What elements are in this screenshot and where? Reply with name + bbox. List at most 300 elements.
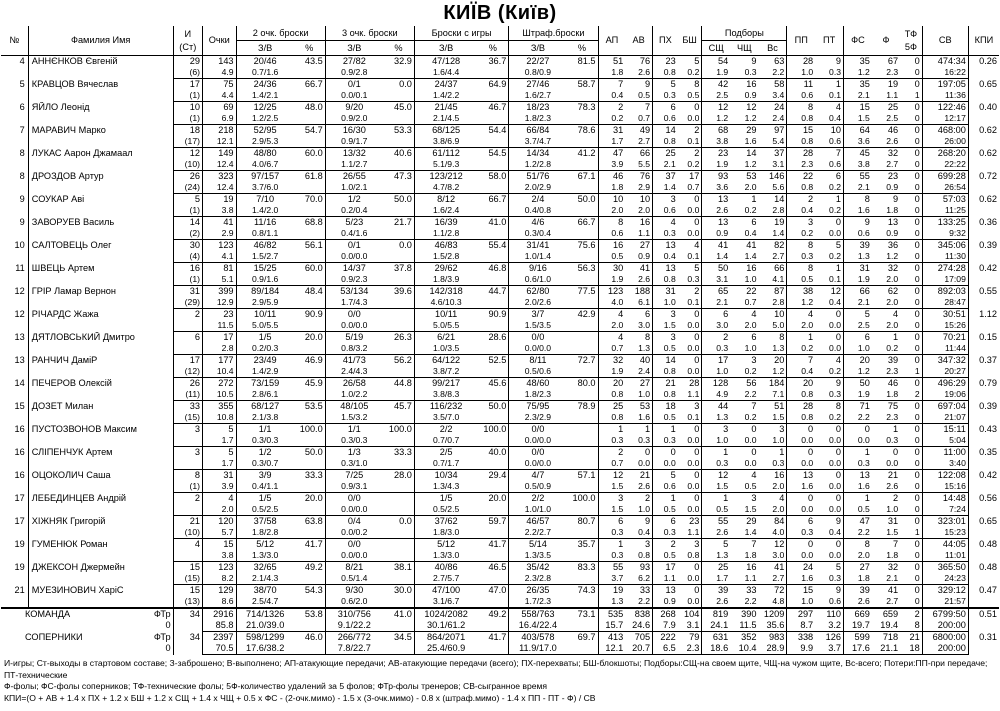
stat-ft_pct [567, 447, 598, 459]
stat-pts: 4 [202, 493, 236, 505]
team-stat-three: 266/772 [337, 632, 371, 642]
stat-bsh: 0 [678, 447, 702, 459]
stat-tf: 0 [900, 447, 922, 459]
stat-shch: 93 [717, 171, 729, 181]
stat-fg: 99/217 [432, 378, 461, 388]
stat-tf: 0 [900, 148, 922, 160]
stat-pts: 149 [202, 148, 236, 160]
stat-three-avg: 0.9/2.0 [325, 113, 383, 125]
stat-two-avg: 2.1/4.3 [236, 573, 294, 585]
stat-av-avg: 2.9 [625, 182, 652, 194]
stat-fg-avg: 4.7/8.2 [414, 182, 477, 194]
stat-pt-avg: 0.4 [815, 297, 843, 309]
stat-pt: 8 [815, 401, 843, 413]
stat-shch: 128 [712, 378, 729, 388]
stat-av-avg: 1.1 [625, 228, 652, 240]
stat-three-avg: 0.9/1.7 [325, 136, 383, 148]
stat-px-avg: 0.5 [653, 550, 678, 562]
stat-two_pct-blank [294, 113, 325, 125]
stat-ft: 3/7 [531, 309, 545, 319]
stat-shch: 17 [717, 355, 729, 365]
stat-tf: 0 [900, 263, 922, 275]
team-stat-ft: 403/578 [521, 632, 555, 642]
stat-two_pct-blank [294, 136, 325, 148]
player-kpi: 0.72 [979, 170, 997, 181]
stat-two: 97/157 [251, 171, 280, 181]
player-number: 4 [1, 56, 28, 79]
stat-px-avg: 0.3 [653, 90, 678, 102]
player-name: ШВЕЦЬ Артем [28, 263, 173, 286]
player-starts: (4) [173, 251, 202, 263]
player-row [1, 286, 999, 298]
stat-three-avg: 0.6/2.0 [325, 596, 383, 608]
stat-av-avg: 2.7 [625, 136, 652, 148]
stat-pts-avg: 12.4 [202, 159, 236, 171]
stat-pts: 129 [202, 585, 236, 597]
stat-vs: 66 [759, 263, 787, 275]
stat-sv: 30:51 [922, 309, 968, 321]
stat-two: 32/65 [253, 562, 277, 572]
stat-fg-avg: 0.7/1.7 [414, 458, 477, 470]
stat-three: 0/1 [347, 240, 361, 250]
stat-three_pct-blank [383, 343, 414, 355]
stat-px: 3 [670, 332, 676, 342]
stat-bsh: 8 [678, 79, 702, 91]
stat-tf-avg: 0 [900, 458, 922, 470]
stat-fg: 5/12 [437, 539, 456, 549]
stat-shch-avg: 3.1 [702, 274, 730, 286]
stat-chshch-avg: 0.9 [730, 90, 758, 102]
stat-three_pct: 40.6 [383, 148, 414, 160]
stat-bsh-avg: 0.8 [678, 550, 702, 562]
stat-ft: 18/23 [526, 102, 550, 112]
stat-shch: 42 [717, 79, 729, 89]
player-number: 17 [1, 516, 28, 539]
team-stat-fg: 864/2071 [426, 632, 466, 642]
team-stat-shch: 819 [702, 608, 730, 620]
stat-fs-avg: 0.5 [844, 504, 872, 516]
stat-ft-avg: 0.6/1.0 [509, 274, 567, 286]
stat-fs: 39 [859, 585, 870, 595]
stat-three_pct-blank [383, 389, 414, 401]
stat-f-avg: 1.8 [872, 550, 900, 562]
stat-sv: 70:21 [922, 332, 968, 344]
stat-ft: 14/34 [526, 148, 550, 158]
stat-bsh-avg: 0.1 [678, 251, 702, 263]
stat-px: 6 [670, 102, 676, 112]
team-stat-pp-avg: 8.7 [787, 620, 815, 632]
stat-chshch: 16 [746, 79, 757, 89]
stat-fg: 8/12 [437, 194, 456, 204]
stat-two_pct-blank [294, 159, 325, 171]
stat-pts-avg: 4.1 [202, 251, 236, 263]
stat-av-avg: 2.6 [625, 274, 652, 286]
stat-chshch: 33 [746, 585, 757, 595]
stat-f: 13 [887, 217, 899, 227]
team-stat-ft_pct: 69.7 [567, 632, 598, 644]
team-stat-shch-avg: 24.1 [702, 620, 730, 632]
stat-vs: 72 [759, 585, 787, 597]
stat-chshch-avg: 0.5 [730, 481, 758, 493]
stat-two_pct: 50.0 [294, 447, 325, 459]
stat-shch: 44 [717, 401, 729, 411]
stat-three_pct-blank [383, 504, 414, 516]
stat-two_pct-blank [294, 366, 325, 378]
stat-ft_pct: 78.6 [567, 125, 598, 137]
stat-pt: 0 [815, 424, 843, 436]
stat-ap-avg: 1.5 [598, 504, 625, 516]
stat-fg: 142/318 [429, 286, 463, 296]
stat-f-avg: 0.9 [872, 228, 900, 240]
team-stat-pt-avg: 3.7 [815, 643, 843, 655]
stat-ft: 8/11 [529, 355, 547, 365]
team-stat-pts: 2916 [202, 608, 236, 620]
stat-tf: 0 [900, 194, 922, 206]
stat-bsh: 3 [678, 539, 702, 551]
stat-fs: 31 [859, 263, 870, 273]
stat-vs-avg: 1.3 [759, 343, 787, 355]
player-kpi: 0.35 [979, 446, 997, 457]
team-ftr-value: 0 [165, 620, 171, 630]
stat-pp-avg: 0.4 [787, 366, 815, 378]
stat-shch-avg: 3.8 [702, 136, 730, 148]
team-ftr-value: 0 [165, 642, 171, 653]
stat-fg_pct: 100.0 [477, 424, 508, 436]
stat-two-avg: 3.7/6.0 [236, 182, 294, 194]
stat-sv-avg: 11:25 [922, 205, 968, 217]
stat-ap-avg: 0.2 [598, 113, 625, 125]
stat-pp-avg: 0.0 [787, 504, 815, 516]
stat-two: 68/127 [251, 401, 280, 411]
stat-ap-avg: 3.7 [598, 573, 625, 585]
stat-ap-avg: 0.3 [598, 527, 625, 539]
stat-ft: 27/46 [526, 79, 550, 89]
stat-px: 13 [665, 240, 676, 250]
stat-vs-avg: 2.2 [759, 67, 787, 79]
stat-sv: 274:28 [922, 263, 968, 275]
stat-pt: 9 [815, 585, 843, 597]
stat-three_pct-blank [383, 481, 414, 493]
stat-three-avg: 1.7/4.3 [325, 297, 383, 309]
player-kpi: 0.42 [979, 262, 997, 273]
stat-pts-avg: 2.0 [202, 504, 236, 516]
stat-ap: 55 [613, 562, 624, 572]
stat-fg_pct-blank [477, 90, 508, 102]
stat-two_pct: 41.7 [294, 539, 325, 551]
stat-pts-avg: 5.1 [202, 274, 236, 286]
stat-three: 0/0 [347, 539, 361, 549]
stat-three: 1/3 [347, 447, 361, 457]
stat-three_pct-blank [383, 67, 414, 79]
team-stat-three: 310/756 [325, 608, 383, 620]
col-header-sv: СВ [922, 26, 968, 56]
stat-fg_pct: 50.0 [477, 401, 508, 413]
legend-line: Ф-фолы; ФС-фолы соперников; ТФ-технические фолы; 5Ф-количество удалений за 5 фолов; ФТр-фолы тренеров; СВ-сыгранное время [4, 681, 548, 691]
stat-pt: 0 [815, 447, 843, 459]
stat-three_pct-blank [383, 113, 414, 125]
stat-px: 1 [670, 493, 676, 503]
stat-fs: 27 [859, 562, 870, 572]
stat-fg_pct-blank [477, 228, 508, 240]
col-sub-chshch: ЧЩ [730, 41, 758, 56]
stat-shch-avg: 2.1 [702, 297, 730, 309]
stat-ap-avg: 1.9 [598, 366, 625, 378]
stat-ft_pct [567, 424, 598, 436]
stat-pt: 4 [815, 102, 843, 114]
stat-bsh-avg: 0.0 [678, 458, 702, 470]
player-starts: (29) [173, 297, 202, 309]
stat-three_pct-blank [383, 182, 414, 194]
stat-bsh: 0 [678, 309, 702, 321]
stat-ap: 20 [613, 378, 624, 388]
team-stat-three_pct: 41.0 [383, 608, 414, 620]
stat-three-avg: 0.0/0.1 [325, 90, 383, 102]
stat-pts-avg: 4.9 [202, 67, 236, 79]
stat-tf: 0 [900, 378, 922, 390]
stat-two: 52/95 [253, 125, 277, 135]
player-name: ГРІР Ламар Вернон [28, 286, 173, 309]
stat-two_pct: 46.9 [294, 355, 325, 367]
stat-pt-avg: 0.0 [815, 550, 843, 562]
player-row [1, 539, 999, 551]
stat-shch: 41 [717, 240, 729, 250]
player-number: 21 [1, 585, 28, 609]
stat-fg: 64/122 [432, 355, 461, 365]
stat-px-avg: 1.5 [653, 320, 678, 332]
stat-two: 46/82 [253, 240, 277, 250]
stat-three: 7/25 [345, 470, 364, 480]
stat-fg_pct-blank [477, 412, 508, 424]
stat-tf: 0 [900, 424, 922, 436]
stat-pp: 0 [808, 539, 814, 549]
stat-ft_pct-blank [567, 389, 598, 401]
stat-tf-avg: 0 [900, 573, 922, 585]
stat-px-avg: 0.8 [653, 67, 678, 79]
stat-shch-avg: 1.2 [702, 113, 730, 125]
team-stat-ft-avg: 16.4/22.4 [509, 620, 567, 632]
stat-three_pct-blank [383, 297, 414, 309]
stat-three-avg: 1.0/2.1 [325, 182, 383, 194]
stat-fg_pct: 45.6 [477, 378, 508, 390]
player-number: 10 [1, 240, 28, 263]
team-name: КОМАНДА [25, 609, 71, 619]
stat-f: 32 [887, 562, 899, 572]
stat-av: 9 [625, 79, 652, 91]
stat-av: 66 [625, 148, 652, 160]
stat-tf-avg: 1 [900, 366, 922, 378]
stat-f: 31 [887, 516, 899, 526]
player-row [1, 424, 999, 436]
stat-fg-avg: 2.7/5.7 [414, 573, 477, 585]
stat-ap: 19 [613, 585, 624, 595]
stat-f: 39 [887, 355, 899, 365]
stat-ft: 22/27 [526, 56, 550, 66]
stat-pp: 7 [808, 355, 814, 365]
player-games: 33 [173, 401, 202, 413]
stat-bsh: 3 [678, 401, 702, 413]
stat-fs: 0 [864, 424, 870, 434]
stat-two-avg: 2.5/4.7 [236, 596, 294, 608]
stat-pp: 0 [808, 493, 814, 503]
stat-sv: 345:06 [922, 240, 968, 252]
stat-three_pct: 38.1 [383, 562, 414, 574]
player-starts: (10) [173, 159, 202, 171]
stat-ft_pct-blank [567, 481, 598, 493]
stat-f-avg: 1.0 [872, 504, 900, 516]
stat-sv: 699:28 [922, 171, 968, 183]
stat-bsh: 2 [678, 286, 702, 298]
player-name: ДЯТЛОВСЬКИЙ Дмитро [28, 332, 173, 355]
stat-three_pct: 33.3 [383, 447, 414, 459]
stat-pts-avg: 6.9 [202, 113, 236, 125]
stat-av: 49 [625, 125, 652, 137]
stat-fg: 21/45 [434, 102, 458, 112]
stat-vs: 16 [759, 470, 787, 482]
col-header-pt: ПТ [815, 26, 843, 56]
stat-shch-avg: 1.9 [702, 67, 730, 79]
stat-bsh-avg: 0.0 [678, 481, 702, 493]
player-kpi: 0.43 [979, 423, 997, 434]
stat-pts: 23 [202, 309, 236, 321]
stat-pp: 20 [802, 378, 814, 388]
stat-bsh: 0 [678, 493, 702, 505]
stat-fs-avg: 2.2 [844, 527, 872, 539]
stat-av-avg: 1.6 [625, 412, 652, 424]
stat-fg_pct: 64.9 [477, 79, 508, 91]
stat-ft-avg: 2.2/2.7 [509, 527, 567, 539]
stat-fs: 35 [859, 56, 870, 66]
stat-sv-avg: 20:27 [922, 366, 968, 378]
stat-three_pct: 21.7 [383, 217, 414, 229]
stat-pp: 8 [808, 263, 814, 273]
stat-vs: 19 [759, 217, 787, 229]
stat-pts: 323 [202, 171, 236, 183]
stat-f: 9 [893, 194, 899, 204]
stat-tf: 0 [900, 516, 922, 528]
stat-three_pct-blank [383, 136, 414, 148]
stat-sv: 122:08 [922, 470, 968, 482]
stat-px: 6 [670, 516, 676, 526]
stat-fs: 39 [859, 240, 870, 250]
stat-chshch: 1 [751, 194, 757, 204]
stat-px: 23 [665, 56, 676, 66]
team-stat-ft: 558/763 [509, 608, 567, 620]
player-starts [173, 435, 202, 447]
col-sub-made-att: З/В [236, 41, 294, 56]
stat-pt: 0 [815, 539, 843, 551]
stat-fg_pct-blank [477, 596, 508, 608]
stat-ft: 2/2 [531, 493, 545, 503]
stat-ap: 1 [618, 539, 624, 549]
stat-pt-avg: 0.6 [815, 136, 843, 148]
col-header-rebounds: Подборы [702, 26, 787, 41]
stat-ft: 4/7 [531, 470, 545, 480]
stat-two_pct: 66.7 [294, 79, 325, 91]
stat-px-avg: 0.8 [653, 389, 678, 401]
col-header-ap: АП [598, 26, 625, 56]
stat-ft: 31/41 [526, 240, 550, 250]
stat-av-avg: 0.0 [625, 458, 652, 470]
stat-shch-avg: 1.3 [702, 412, 730, 424]
stat-two: 10/11 [253, 309, 277, 319]
stat-shch-avg: 1.9 [702, 159, 730, 171]
stat-three_pct: 56.2 [383, 355, 414, 367]
stat-ap-avg: 0.3 [598, 550, 625, 562]
stat-f-avg: 0.3 [872, 435, 900, 447]
stat-pp: 38 [802, 286, 814, 296]
stat-pp-avg: 0.8 [787, 182, 815, 194]
col-header-two-point: 2 очк. броски [236, 26, 325, 41]
player-kpi: 0.65 [979, 515, 997, 526]
stat-pt: 9 [815, 516, 843, 528]
team-stat-vs: 1209 [759, 608, 787, 620]
stat-pts: 123 [202, 240, 236, 252]
stat-chshch: 7 [751, 401, 757, 411]
stat-f: 62 [887, 286, 899, 296]
stat-tf-avg: 0 [900, 205, 922, 217]
stat-two_pct: 48.0 [294, 102, 325, 114]
stat-bsh-avg: 0.2 [678, 67, 702, 79]
stat-pt: 9 [815, 56, 843, 68]
player-row [1, 148, 999, 160]
stat-pp: 4 [808, 309, 814, 319]
stat-pt-avg: 0.2 [815, 251, 843, 263]
stat-two_pct: 63.8 [294, 516, 325, 528]
stat-pts-avg: 5.7 [202, 527, 236, 539]
team-games: 34 [173, 632, 202, 655]
stat-sv-avg: 21:07 [922, 412, 968, 424]
stat-shch: 13 [717, 194, 729, 204]
stat-tf-avg: 1 [900, 90, 922, 102]
stat-ap-avg: 0.3 [598, 435, 625, 447]
stat-bsh: 0 [678, 585, 702, 597]
player-kpi: 0.48 [979, 561, 997, 572]
team-stat-fg-avg: 30.1/61.2 [414, 620, 477, 632]
stat-pp: 6 [808, 516, 814, 526]
player-row [1, 378, 999, 390]
player-number: 16 [1, 470, 28, 493]
stat-chshch-avg: 0.2 [730, 205, 758, 217]
stat-bsh-avg: 0.0 [678, 366, 702, 378]
stat-f-avg: 2.7 [872, 159, 900, 171]
stat-pp: 28 [802, 148, 814, 158]
stat-two: 3/9 [258, 470, 272, 480]
stat-tf: 0 [900, 240, 922, 252]
stat-three-avg: 0.4/1.6 [325, 228, 383, 240]
player-games: 31 [173, 286, 202, 298]
stat-av-avg: 3.0 [625, 320, 652, 332]
stat-bsh-avg: 0.2 [678, 159, 702, 171]
stat-two: 1/1 [258, 424, 272, 434]
stat-fg-avg: 1.8/3.9 [414, 274, 477, 286]
stat-fg_pct-blank [477, 481, 508, 493]
stat-ft_pct: 100.0 [567, 493, 598, 505]
stat-bsh: 2 [678, 125, 702, 137]
stat-pt: 5 [815, 240, 843, 252]
stat-pp: 1 [808, 332, 814, 342]
stat-pt: 10 [815, 125, 843, 137]
stat-f-avg: 1.5 [872, 527, 900, 539]
stat-two-avg: 0.8/1.1 [236, 228, 294, 240]
stat-two: 89/184 [251, 286, 280, 296]
stat-av: 40 [625, 355, 652, 367]
stat-two: 12/25 [253, 102, 277, 112]
player-games: 18 [173, 125, 202, 137]
stat-two_pct-blank [294, 297, 325, 309]
stat-pts-avg: 1.7 [202, 435, 236, 447]
stat-av: 0 [625, 447, 652, 459]
stat-three_pct: 50.0 [383, 194, 414, 206]
